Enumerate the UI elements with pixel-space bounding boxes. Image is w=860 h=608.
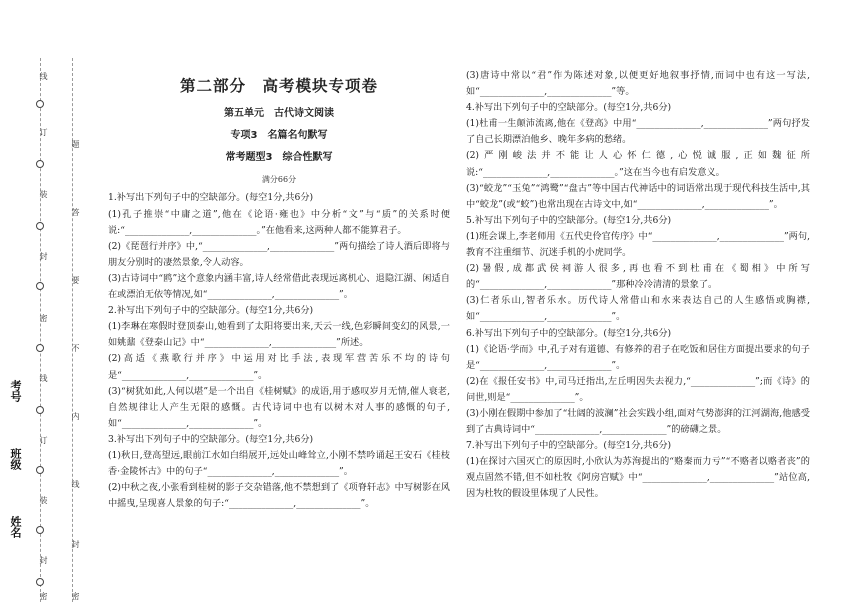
question-item: (1)杜甫一生颠沛流离,他在《登高》中用“______________,______________”两句抒发了自己长期漂泊他乡、晚年多病的愁绪。: [466, 118, 810, 146]
margin-marker: 装: [39, 496, 48, 504]
question-item: (2)高适《燕歌行并序》中运用对比手法,表现军营苦乐不均的诗句是“______________,______________”。: [108, 353, 450, 381]
margin-marker: 内: [71, 412, 80, 420]
binding-hole-icon: [36, 222, 44, 230]
binding-hole-icon: [36, 100, 44, 108]
page-title: 第二部分 高考模块专项卷: [179, 77, 378, 95]
margin-marker: 封: [39, 556, 48, 564]
question-item: (1)李琳在寒假时登顶泰山,她看到了太阳将要出来,天云一线,色彩瞬间变幻的风景,一如姚鼐《登泰山记》中“______________,______________”所述。: [108, 321, 450, 349]
question-item: (2)中秋之夜,小张看到桂树的影子交杂错落,他不禁想到了《项脊轩志》中写树影在风中摇曳,呈现喜人景象的句子:“______________,______________”。: [108, 482, 450, 510]
margin-marker: 密: [39, 314, 48, 322]
question-item: (2)《琵琶行并序》中,“______________,______________”两句描绘了诗人酒后即将与朋友分别时的凄然景象,令人动容。: [108, 240, 450, 268]
margin-marker: 线: [39, 72, 48, 80]
question-stem: 7.补写出下列句子中的空缺部分。(每空1分,共6分): [466, 440, 672, 452]
margin-marker: 线: [71, 480, 80, 488]
question-item: (3)仁者乐山,智者乐水。历代诗人常借山和水来表达自己的人生感悟或胸襟,如“______________,______________”。: [466, 295, 810, 323]
margin-marker: 线: [39, 374, 48, 382]
question-item: (1)《论语·学而》中,孔子对有道德、有修养的君子在吃饭和居住方面提出要求的句子是“______________,______________”。: [466, 343, 810, 371]
question-item: (1)在探讨六国灭亡的原因时,小欣认为苏洵提出的“赂秦而力亏”“不赂者以赂者丧”的观点固然不错,但不如杜牧《阿房宫赋》中“______________,______________”站位高,因为杜牧的假设里体现了人民性。: [466, 456, 810, 500]
margin-marker: 订: [39, 128, 48, 136]
margin-marker: 密: [71, 592, 80, 600]
left-column: [108, 68, 450, 512]
binding-hole-icon: [36, 282, 44, 290]
binding-hole-icon: [36, 406, 44, 414]
question-stem: 4.补写出下列句子中的空缺部分。(每空1分,共6分): [466, 102, 672, 114]
score-note: 满分66分: [261, 175, 297, 185]
margin-marker: 装: [39, 190, 48, 198]
unit-title: 第五单元 古代诗文阅读: [224, 108, 334, 120]
outer-dashed-line: [40, 58, 41, 602]
margin-marker: 订: [39, 436, 48, 444]
binding-hole-icon: [36, 578, 44, 586]
margin-marker: 要: [71, 276, 80, 284]
margin-marker: 题: [71, 140, 80, 148]
margin-marker: 密: [39, 592, 48, 600]
question-item: (2)严刚峻法并不能让人心怀仁德,心悦诚服,正如魏征所说:“______________,______________。”这在当今也有启发意义。: [466, 150, 810, 178]
question-item: (2)在《报任安书》中,司马迁指出,左丘明因失去视力,“______________”;而《诗》的问世,则是“______________”。: [466, 375, 810, 403]
binding-hole-icon: [36, 526, 44, 534]
exam-number-label: 考号: [9, 380, 22, 402]
margin-marker: 答: [71, 208, 80, 216]
binding-hole-icon: [36, 160, 44, 168]
question-item: (3)“树犹如此,人何以堪”是一个出自《桂树赋》的成语,用于感叹岁月无情,催人衰老,自然规律让人产生无限的感慨。古代诗词中也有以树木对人事的感慨的句子,如“______________,______________”。: [108, 385, 450, 429]
question-stem: 2.补写出下列句子中的空缺部分。(每空1分,共6分): [108, 305, 314, 317]
question-stem: 3.补写出下列句子中的空缺部分。(每空1分,共6分): [108, 433, 314, 445]
question-item: (1)孔子推崇“中庸之道”,他在《论语·雍也》中分析“文”与“质”的关系时便说:“______________,______________。”在他看来,这两种人都不能算君子。: [108, 208, 450, 236]
question-item: (3)古诗词中“鸥”这个意象内涵丰富,诗人经常借此表现远离机心、退隐江湖、闲适自在或漂泊无依等情况,如“______________,______________”。: [108, 272, 450, 301]
margin-marker: 封: [71, 540, 80, 548]
question-stem: 1.补写出下列句子中的空缺部分。(每空1分,共6分): [108, 192, 314, 204]
margin-marker: 封: [39, 252, 48, 260]
margin-marker: 不: [71, 344, 80, 352]
question-item: (3)小刚在假期中参加了“壮阔的波澜”社会实践小组,面对气势澎湃的江河湖海,他感受到了古典诗词中“______________,______________”的磅礴之景。: [466, 407, 810, 436]
binding-hole-icon: [36, 466, 44, 474]
question-stem: 6.补写出下列句子中的空缺部分。(每空1分,共6分): [466, 327, 672, 339]
binding-margin: [0, 0, 100, 608]
question-item: (3)“蛟龙”“玉兔”“鸿鹭”“盘古”等中国古代神话中的词语常出现于现代科技生活中,其中“蛟龙”(或“蛟”)也常出现在古诗文中,如“______________,______________”。: [466, 182, 810, 210]
name-label: 姓名: [9, 516, 22, 538]
question-item: (1)秋日,登高望远,眼前江水如白绢展开,远处山峰耸立,小刚不禁吟诵起王安石《桂枝香·金陵怀古》中的句子“______________,______________”。: [108, 449, 450, 478]
question-item: (3)唐诗中常以“君”作为陈述对象,以便更好地叙事抒情,而词中也有这一写法,如“______________,______________”等。: [466, 70, 810, 98]
right-column: [466, 68, 810, 503]
binding-hole-icon: [36, 344, 44, 352]
topic-title: 专项3 名篇名句默写: [230, 130, 328, 142]
question-stem: 5.补写出下列句子中的空缺部分。(每空1分,共6分): [466, 214, 672, 226]
subtopic-title: 常考题型3 综合性默写: [225, 152, 333, 164]
class-label: 班级: [9, 448, 22, 470]
question-item: (2)暑假,成都武侯祠游人很多,再也看不到杜甫在《蜀相》中所写的“______________,______________”那种冷冷清清的景象了。: [466, 263, 810, 291]
question-item: (1)班会课上,李老师用《五代史伶官传序》中“______________,______________”两句,教育不注重细节、沉迷手机的小虎同学。: [466, 230, 810, 259]
